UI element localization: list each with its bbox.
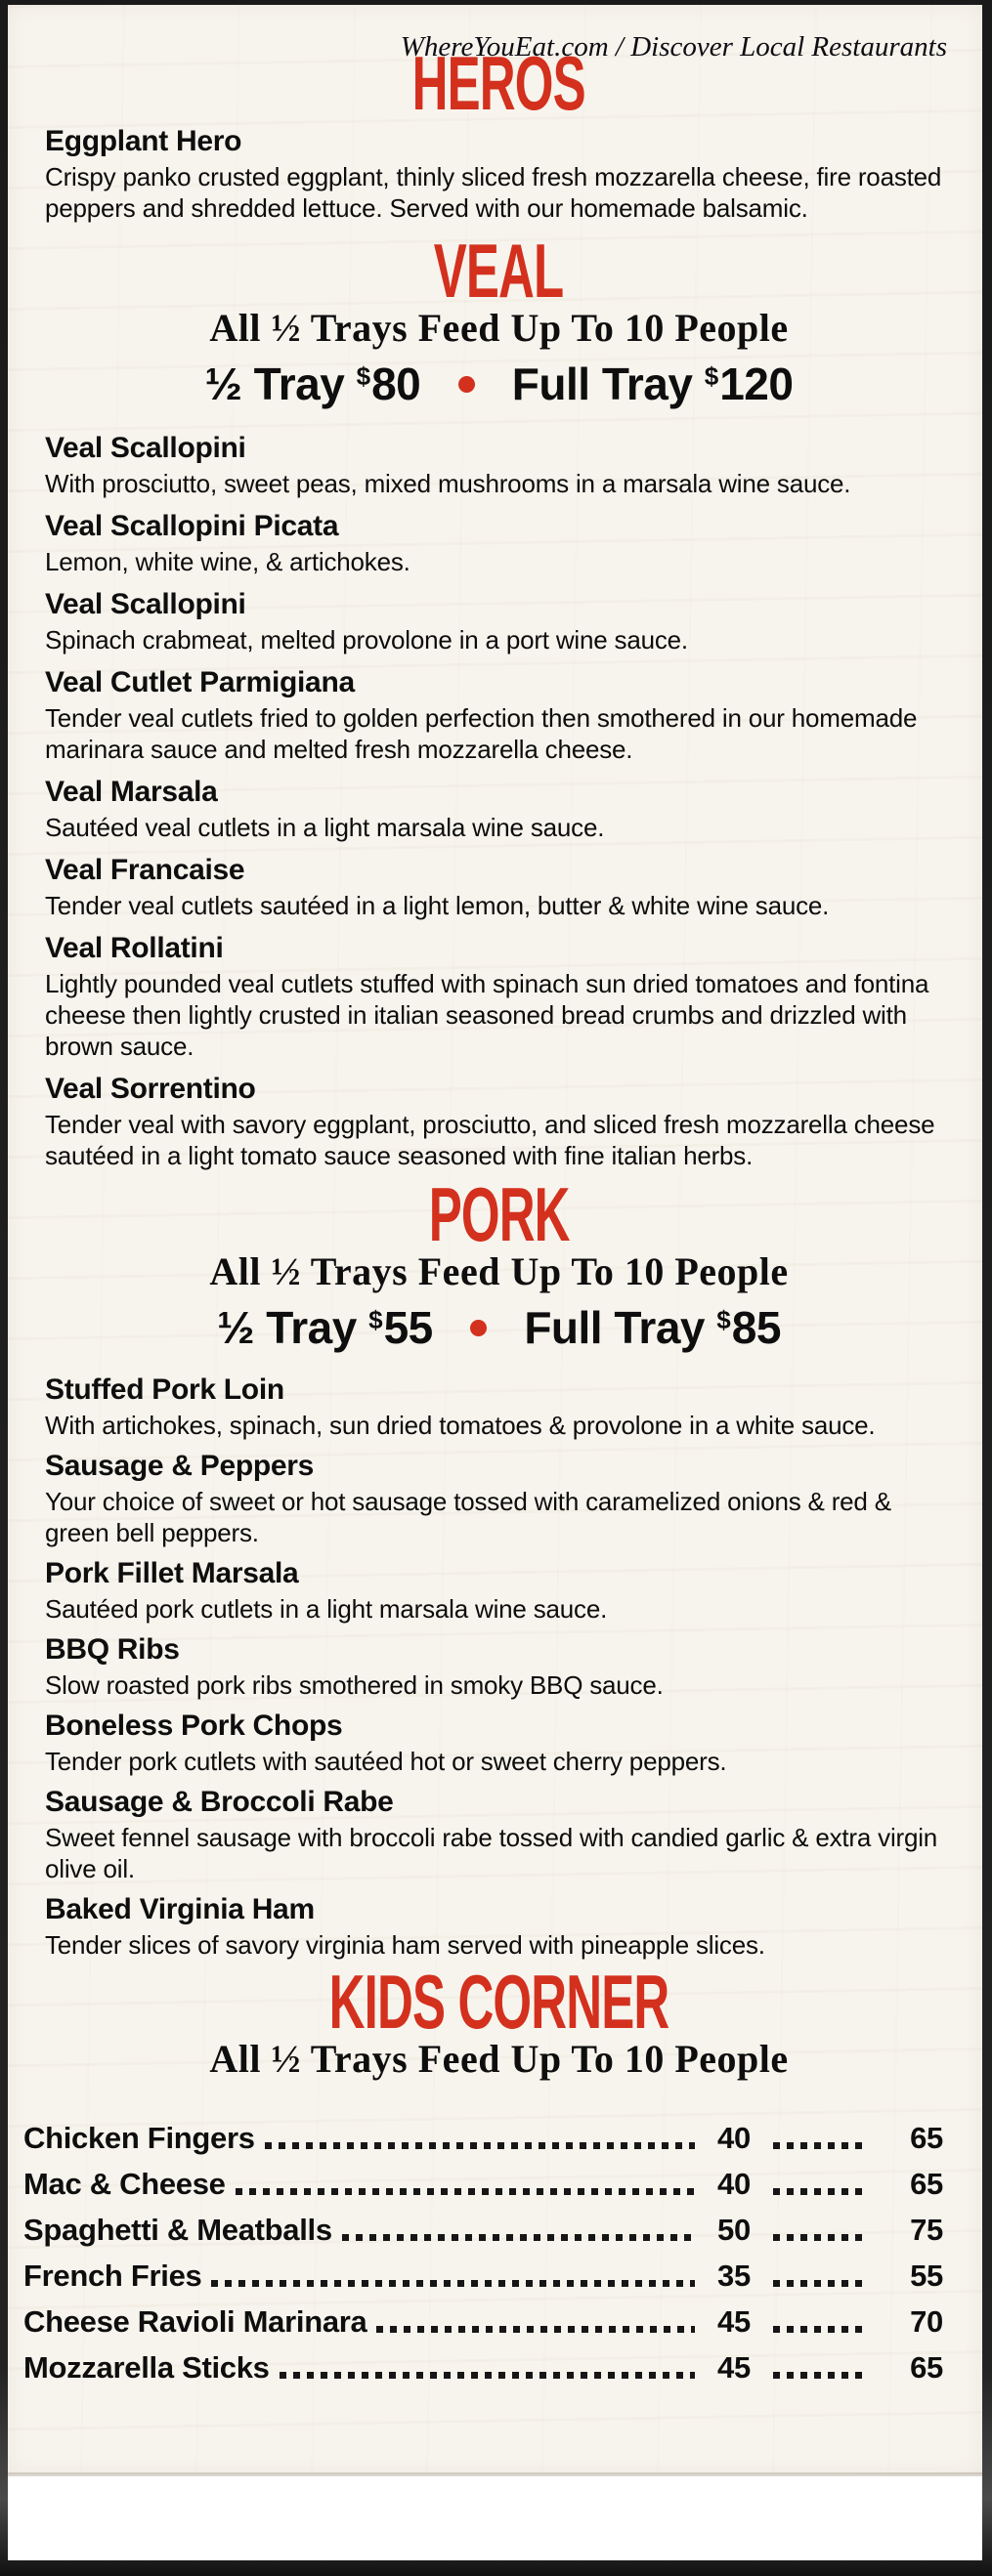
section-title-veal bbox=[45, 228, 953, 314]
menu-item bbox=[45, 853, 953, 921]
row-item-name: Chicken Fingers bbox=[23, 2121, 255, 2155]
half-tray-price: $80 bbox=[356, 359, 421, 409]
dollar-sign: $ bbox=[704, 361, 719, 391]
half-tray-price: 40 bbox=[717, 2121, 751, 2155]
dotted-leader bbox=[376, 2326, 695, 2333]
menu-item-desc: Crispy panko crusted eggplant, thinly sliced fresh mozzarella cheese, fire roasted peppers and shredded lettuce. Served with our homemade balsamic. bbox=[45, 162, 942, 223]
menu-item bbox=[45, 1449, 953, 1548]
red-dot-separator-icon bbox=[458, 376, 475, 393]
dollar-sign: $ bbox=[356, 361, 371, 391]
menu-sheet bbox=[8, 5, 982, 2560]
veal-title-text: VEAL bbox=[434, 228, 564, 314]
dotted-leader bbox=[773, 2326, 863, 2333]
full-tray-price: 70 bbox=[910, 2304, 943, 2339]
menu-item-name: Sausage & Broccoli Rabe bbox=[45, 1786, 394, 1818]
menu-item-desc: Tender pork cutlets with sautéed hot or sweet cherry peppers. bbox=[45, 1747, 727, 1776]
full-tray-price: $120 bbox=[704, 359, 794, 409]
table-row bbox=[23, 2165, 951, 2204]
kids-feed-note: All ½ Trays Feed Up To 10 People bbox=[209, 2037, 789, 2081]
menu-item-name: Stuffed Pork Loin bbox=[45, 1373, 284, 1406]
full-tray-price: 65 bbox=[910, 2350, 943, 2385]
menu-item-name: Veal Scallopini Picata bbox=[45, 510, 339, 542]
menu-item-desc: Tender veal cutlets fried to golden perfection then smothered in our homemade marinara sauce and melted fresh mozzarella cheese. bbox=[45, 703, 918, 764]
pork-items bbox=[45, 1372, 953, 1961]
half-tray-price: 50 bbox=[717, 2213, 751, 2247]
dotted-leader bbox=[211, 2280, 695, 2287]
dollar-sign: $ bbox=[716, 1305, 731, 1334]
menu-item bbox=[45, 1556, 953, 1625]
menu-item bbox=[45, 665, 953, 765]
menu-item bbox=[45, 1785, 953, 1884]
pork-title-text: PORK bbox=[428, 1171, 570, 1257]
menu-item-name: Veal Marsala bbox=[45, 776, 218, 808]
menu-item-name: Veal Scallopini bbox=[45, 588, 246, 620]
kids-price-table bbox=[23, 2119, 953, 2387]
menu-item bbox=[45, 1709, 953, 1777]
menu-item bbox=[45, 509, 953, 577]
menu-item-eggplant-hero bbox=[45, 124, 953, 224]
full-tray-price: $85 bbox=[716, 1302, 781, 1353]
table-row bbox=[23, 2302, 951, 2342]
table-row bbox=[23, 2257, 951, 2296]
menu-item bbox=[45, 587, 953, 655]
dotted-leader bbox=[773, 2372, 863, 2379]
menu-item-name: Boneless Pork Chops bbox=[45, 1710, 343, 1742]
dotted-leader bbox=[265, 2142, 695, 2149]
menu-item-desc: Slow roasted pork ribs smothered in smoky BBQ sauce. bbox=[45, 1670, 664, 1700]
menu-item-desc: Your choice of sweet or hot sausage tossed with caramelized onions & red & green bell peppers. bbox=[45, 1487, 891, 1547]
full-tray-price: 75 bbox=[910, 2213, 943, 2247]
half-tray-label: ½ Tray bbox=[217, 1302, 357, 1353]
full-tray-price: 55 bbox=[910, 2259, 943, 2293]
section-title-kids-corner bbox=[45, 1959, 953, 2045]
table-row bbox=[23, 2211, 951, 2250]
menu-item-name: Veal Scallopini bbox=[45, 432, 246, 464]
menu-item-name: BBQ Ribs bbox=[45, 1633, 180, 1666]
heros-title-text: HEROS bbox=[411, 40, 586, 126]
menu-item bbox=[45, 931, 953, 1062]
full-tray-label: Full Tray bbox=[511, 359, 693, 409]
half-tray-price: 45 bbox=[717, 2350, 751, 2385]
pork-price-line bbox=[45, 1294, 953, 1353]
full-tray-price: 65 bbox=[910, 2121, 943, 2155]
menu-item-desc: Tender slices of savory virginia ham served with pineapple slices. bbox=[45, 1930, 765, 1960]
full-tray-label: Full Tray bbox=[524, 1302, 705, 1353]
menu-item bbox=[45, 1372, 953, 1441]
menu-item-name: Veal Rollatini bbox=[45, 932, 224, 964]
table-row bbox=[23, 2348, 951, 2387]
watermark-credit: WhereYouEat.com / Discover Local Restaurants bbox=[400, 31, 947, 63]
dotted-leader bbox=[280, 2372, 695, 2379]
menu-item-name: Pork Fillet Marsala bbox=[45, 1557, 299, 1589]
menu-item-desc: Sautéed pork cutlets in a light marsala wine sauce. bbox=[45, 1594, 608, 1624]
veal-feed-note: All ½ Trays Feed Up To 10 People bbox=[209, 306, 789, 350]
heros-items bbox=[45, 124, 953, 224]
dollar-sign: $ bbox=[368, 1305, 383, 1334]
menu-item bbox=[45, 775, 953, 843]
menu-item-desc: Sautéed veal cutlets in a light marsala wine sauce. bbox=[45, 813, 605, 842]
menu-item-desc: Tender veal with savory eggplant, prosciutto, and sliced fresh mozzarella cheese sautéed in a light tomato sauce seasoned with fine italian herbs. bbox=[45, 1110, 935, 1170]
half-tray-price: 40 bbox=[717, 2167, 751, 2201]
kids-corner-title-text: KIDS CORNER bbox=[328, 1959, 669, 2045]
menu-item bbox=[45, 1892, 953, 1961]
menu-item-name: Baked Virginia Ham bbox=[45, 1893, 315, 1925]
menu-item-desc: Lightly pounded veal cutlets stuffed with spinach sun dried tomatoes and fontina cheese then lightly crusted in italian seasoned bread crumbs and drizzled with brown sauce. bbox=[45, 969, 929, 1061]
full-tray-price: 65 bbox=[910, 2167, 943, 2201]
half-tray-price: $55 bbox=[368, 1302, 433, 1353]
menu-item-desc: Lemon, white wine, & artichokes. bbox=[45, 547, 410, 576]
table-row bbox=[23, 2119, 951, 2158]
dotted-leader bbox=[342, 2234, 695, 2241]
menu-item-name: Veal Francaise bbox=[45, 854, 245, 886]
menu-item-desc: Spinach crabmeat, melted provolone in a port wine sauce. bbox=[45, 625, 688, 655]
dotted-leader bbox=[773, 2188, 863, 2195]
menu-page bbox=[8, 5, 982, 2474]
red-dot-separator-icon bbox=[470, 1320, 487, 1336]
menu-item-desc: Sweet fennel sausage with broccoli rabe tossed with candied garlic & extra virgin olive oil. bbox=[45, 1823, 938, 1883]
dotted-leader bbox=[773, 2234, 863, 2241]
half-tray-price: 45 bbox=[717, 2304, 751, 2339]
dotted-leader bbox=[236, 2188, 695, 2195]
menu-item bbox=[45, 431, 953, 499]
menu-item-name: Veal Cutlet Parmigiana bbox=[45, 666, 355, 698]
menu-item-name: Eggplant Hero bbox=[45, 125, 242, 157]
menu-item-name: Veal Sorrentino bbox=[45, 1073, 256, 1105]
half-tray-price: 35 bbox=[717, 2259, 751, 2293]
pork-feed-note: All ½ Trays Feed Up To 10 People bbox=[209, 1249, 789, 1293]
veal-price-line bbox=[45, 351, 953, 409]
half-tray-label: ½ Tray bbox=[204, 359, 345, 409]
row-item-name: Mac & Cheese bbox=[23, 2167, 226, 2201]
menu-item-name: Sausage & Peppers bbox=[45, 1450, 315, 1482]
dotted-leader bbox=[773, 2142, 863, 2149]
row-item-name: Cheese Ravioli Marinara bbox=[23, 2304, 367, 2339]
row-item-name: Mozzarella Sticks bbox=[23, 2350, 270, 2385]
dotted-leader bbox=[773, 2280, 863, 2287]
row-item-name: Spaghetti & Meatballs bbox=[23, 2213, 332, 2247]
menu-item-desc: With artichokes, spinach, sun dried tomatoes & provolone in a white sauce. bbox=[45, 1411, 876, 1440]
section-title-pork bbox=[45, 1171, 953, 1257]
menu-item bbox=[45, 1072, 953, 1171]
menu-item-desc: Tender veal cutlets sautéed in a light lemon, butter & white wine sauce. bbox=[45, 891, 830, 920]
menu-item bbox=[45, 1632, 953, 1701]
veal-items bbox=[45, 431, 953, 1171]
menu-item-desc: With prosciutto, sweet peas, mixed mushrooms in a marsala wine sauce. bbox=[45, 469, 851, 498]
row-item-name: French Fries bbox=[23, 2259, 202, 2293]
